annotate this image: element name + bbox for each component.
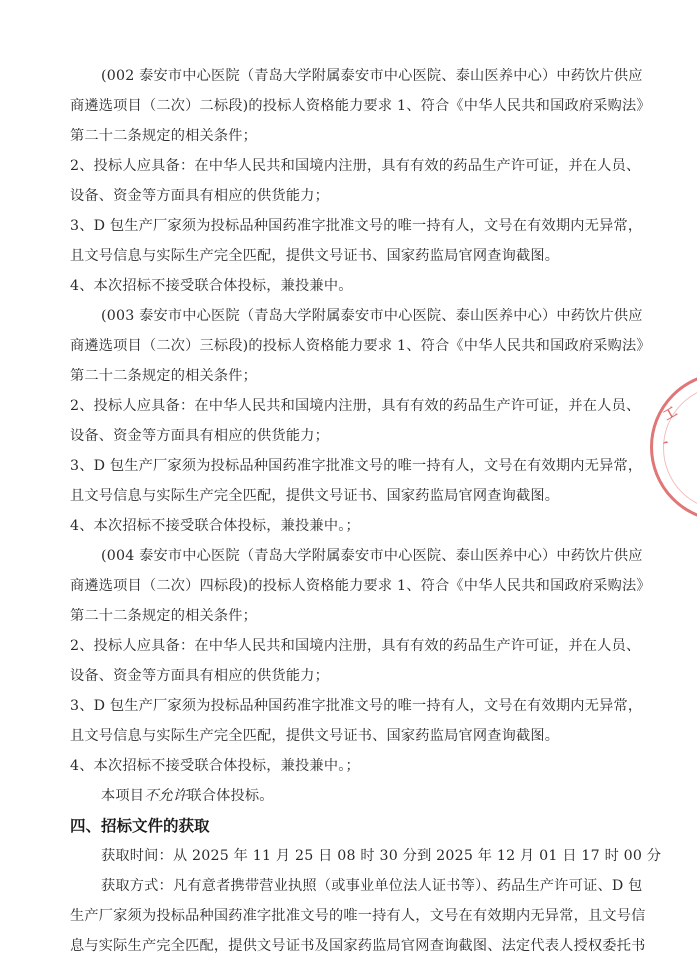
item-002-line-1: (002 泰安市中心医院（青岛大学附属泰安市中心医院、泰山医养中心）中药饮片供应 (101, 68, 643, 84)
section-4-heading: 四、招标文件的获取 (70, 817, 210, 835)
official-seal-mark-2: 、 (655, 428, 675, 447)
consortium-note-suffix: 联合体投标。 (187, 788, 274, 804)
item-003-line-5: 设备、资金等方面具有相应的供货能力； (70, 428, 329, 444)
item-002-line-3: 第二十二条规定的相关条件； (70, 128, 258, 144)
item-004-line-7: 且文号信息与实际生产完全匹配，提供文号证书、国家药监局官网查询截图。 (70, 728, 560, 744)
item-002-line-7: 且文号信息与实际生产完全匹配，提供文号证书、国家药监局官网查询截图。 (70, 248, 560, 264)
official-seal (650, 372, 697, 522)
acquisition-method-line-1: 获取方式：凡有意者携带营业执照（或事业单位法人证书等）、药品生产许可证、D 包 (101, 878, 643, 894)
official-seal-mark-3: 90 (654, 482, 669, 498)
item-003-line-1: (003 泰安市中心医院（青岛大学附属泰安市中心医院、泰山医养中心）中药饮片供应 (101, 308, 643, 324)
item-003-line-3: 第二十二条规定的相关条件； (70, 368, 258, 384)
item-002-line-4: 2、投标人应具备：在中华人民共和国境内注册，具有有效的药品生产许可证，并在人员、 (70, 158, 641, 174)
acquisition-method-line-2: 生产厂家须为投标品种国药准字批准文号的唯一持有人，文号在有效期内无异常，且文号信 (70, 908, 646, 924)
item-004-line-4: 2、投标人应具备：在中华人民共和国境内注册，具有有效的药品生产许可证，并在人员、 (70, 638, 641, 654)
official-seal-mark-1: 工 (661, 404, 680, 424)
item-002-line-6: 3、D 包生产厂家须为投标品种国药准字批准文号的唯一持有人，文号在有效期内无异常， (70, 218, 643, 234)
acquisition-time: 获取时间：从 2025 年 11 月 25 日 08 时 30 分到 2025 年 12 月 01 日 17 时 00 分 (101, 848, 662, 864)
acquisition-method-line-3: 息与实际生产完全匹配，提供文号证书及国家药监局官网查询截图、法定代表人授权委托书 (70, 938, 646, 954)
item-003-line-7: 且文号信息与实际生产完全匹配，提供文号证书、国家药监局官网查询截图。 (70, 488, 560, 504)
item-004-line-3: 第二十二条规定的相关条件； (70, 608, 258, 624)
consortium-note-prefix: 本项目 (101, 788, 145, 804)
item-004-line-8: 4、本次招标不接受联合体投标，兼投兼中。； (70, 758, 360, 774)
item-003-line-4: 2、投标人应具备：在中华人民共和国境内注册，具有有效的药品生产许可证，并在人员、 (70, 398, 641, 414)
item-003-line-6: 3、D 包生产厂家须为投标品种国药准字批准文号的唯一持有人，文号在有效期内无异常， (70, 458, 643, 474)
item-002-line-8: 4、本次招标不接受联合体投标，兼投兼中。 (70, 278, 353, 294)
item-004-line-6: 3、D 包生产厂家须为投标品种国药准字批准文号的唯一持有人，文号在有效期内无异常， (70, 698, 643, 714)
item-004-line-5: 设备、资金等方面具有相应的供货能力； (70, 668, 329, 684)
item-002-line-2: 商遴选项目（二次）二标段)的投标人资格能力要求 1、符合《中华人民共和国政府采购法》 (70, 98, 651, 114)
item-002-line-5: 设备、资金等方面具有相应的供货能力； (70, 188, 329, 204)
item-003-line-8: 4、本次招标不接受联合体投标，兼投兼中。； (70, 518, 360, 534)
item-003-line-2: 商遴选项目（二次）三标段)的投标人资格能力要求 1、符合《中华人民共和国政府采购法》 (70, 338, 651, 354)
consortium-note-emphasis: 不允许 (144, 788, 188, 804)
item-004-line-2: 商遴选项目（二次）四标段)的投标人资格能力要求 1、符合《中华人民共和国政府采购法》 (70, 578, 651, 594)
item-004-line-1: (004 泰安市中心医院（青岛大学附属泰安市中心医院、泰山医养中心）中药饮片供应 (101, 548, 643, 564)
